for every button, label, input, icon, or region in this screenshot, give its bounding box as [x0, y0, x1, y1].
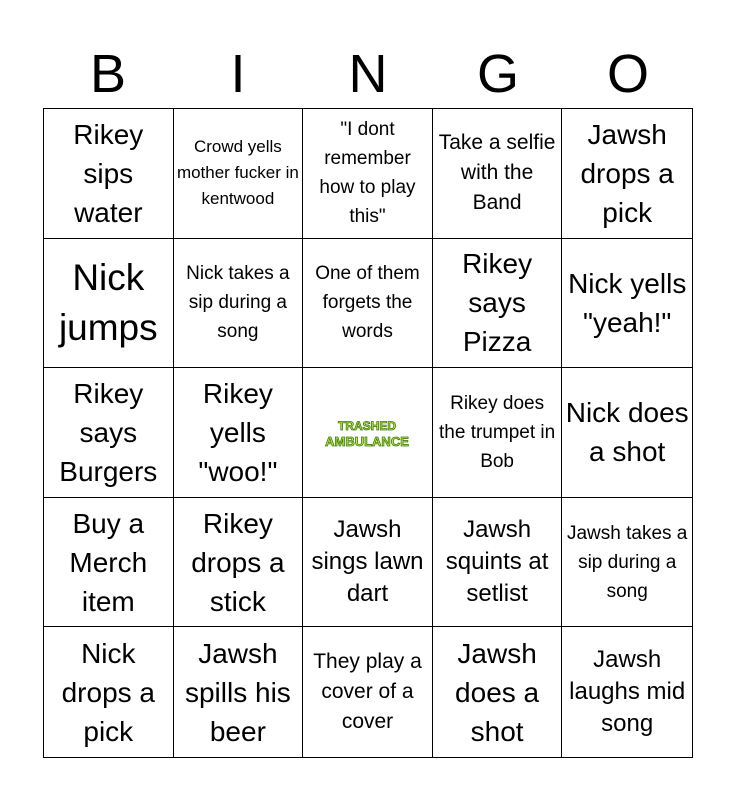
bingo-cell[interactable] — [303, 109, 433, 239]
bingo-cell[interactable] — [44, 368, 174, 498]
header-letter-b: B — [89, 44, 127, 104]
bingo-header — [43, 40, 693, 108]
bingo-cell[interactable] — [303, 627, 433, 757]
cell-text: Nick drops a pick — [61, 637, 155, 747]
cell-text: Buy a Merch item — [69, 507, 148, 617]
logo-line-1: TRASHED — [338, 419, 397, 434]
cell-text: Crowd yells mother fucker in kentwood — [176, 137, 299, 209]
bingo-cell[interactable] — [433, 239, 563, 369]
bingo-cell[interactable] — [562, 498, 692, 628]
cell-text: "I dont remember how to play this" — [319, 119, 416, 228]
free-space-cell[interactable] — [303, 368, 433, 498]
cell-text: They play a cover of a cover — [313, 650, 422, 734]
bingo-cell[interactable] — [433, 627, 563, 757]
cell-text: Rikey drops a stick — [191, 507, 285, 617]
cell-text: Nick does a shot — [565, 397, 689, 468]
bingo-cell[interactable] — [174, 498, 304, 628]
cell-text: Rikey sips water — [73, 118, 144, 228]
header-letter-n: N — [348, 44, 388, 104]
bingo-cell[interactable] — [174, 239, 304, 369]
trashed-ambulance-logo — [325, 412, 409, 452]
bingo-cell[interactable] — [433, 368, 563, 498]
cell-text: Rikey says Burgers — [59, 377, 158, 487]
cell-text: Jawsh drops a pick — [580, 118, 674, 228]
bingo-cell[interactable] — [174, 368, 304, 498]
cell-text: Rikey yells "woo!" — [198, 377, 278, 487]
bingo-cell[interactable] — [174, 627, 304, 757]
header-letter-i: I — [230, 44, 246, 104]
bingo-cell[interactable] — [562, 368, 692, 498]
cell-text: Rikey does the trumpet in Bob — [439, 392, 556, 472]
cell-text: Nick jumps — [58, 256, 158, 348]
cell-text: Jawsh sings lawn dart — [311, 516, 424, 608]
bingo-cell[interactable] — [44, 239, 174, 369]
cell-text: Jawsh does a shot — [455, 637, 540, 747]
logo-line-2: AMBULANCE — [325, 434, 410, 450]
cell-text: Take a selfie with the Band — [438, 131, 556, 215]
bingo-cell[interactable] — [433, 109, 563, 239]
bingo-cell[interactable] — [174, 109, 304, 239]
cell-text: Jawsh takes a sip during a song — [566, 522, 688, 602]
bingo-cell[interactable] — [562, 109, 692, 239]
cell-text: Nick takes a sip during a song — [186, 263, 290, 343]
header-letter-o: O — [606, 44, 649, 104]
bingo-cell[interactable] — [303, 239, 433, 369]
bingo-cell[interactable] — [433, 498, 563, 628]
cell-text: Jawsh squints at setlist — [445, 516, 549, 608]
bingo-grid — [43, 108, 693, 758]
bingo-cell[interactable] — [562, 627, 692, 757]
header-letter-g: G — [476, 44, 519, 104]
cell-text: Nick yells "yeah!" — [568, 267, 687, 338]
bingo-cell[interactable] — [303, 498, 433, 628]
cell-text: Rikey says Pizza — [462, 248, 533, 358]
cell-text: Jawsh spills his beer — [184, 637, 291, 747]
bingo-cell[interactable] — [44, 109, 174, 239]
cell-text: Jawsh laughs mid song — [569, 646, 686, 738]
bingo-cell[interactable] — [562, 239, 692, 369]
cell-text: One of them forgets the words — [315, 263, 420, 343]
bingo-cell[interactable] — [44, 498, 174, 628]
bingo-cell[interactable] — [44, 627, 174, 757]
